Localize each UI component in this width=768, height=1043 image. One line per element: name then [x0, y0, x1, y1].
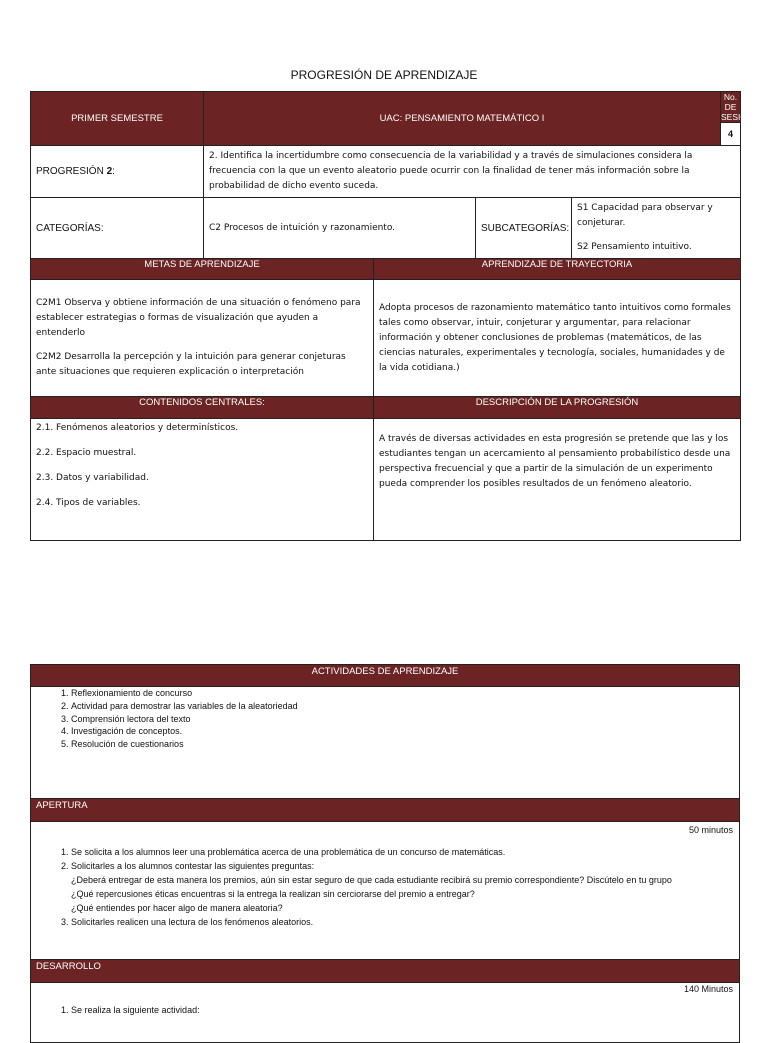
sessions-value-cell	[721, 123, 741, 146]
contenido-item: 2.3. Datos y variabilidad.	[36, 473, 149, 483]
meta-item: C2M1 Observa y obtiene información de una situación o fenómeno para establecer estrategias o formas de visualización que ayuden a entenderlo	[36, 298, 361, 338]
subcategories-label: SUBCATEGORÍAS:	[476, 198, 572, 259]
descripcion-header: DESCRIPCIÓN DE LA PROGRESIÓN	[374, 397, 741, 419]
apertura-item2-text: Solicitarles a los alumnos contestar las siguientes preguntas:	[71, 861, 315, 871]
desarrollo-list	[31, 1004, 739, 1017]
uac-label: UAC: PENSAMIENTO MATEMÁTICO I	[379, 113, 545, 124]
progression-label-cell	[31, 146, 204, 198]
desarrollo-header: DESARROLLO	[31, 960, 740, 983]
desarrollo-duration: 140 Minutos	[683, 984, 733, 994]
metas-header: METAS DE APRENDIZAJE	[31, 259, 374, 280]
list-item: 5. Resolución de cuestionarios	[71, 738, 739, 751]
actividades-cell	[31, 687, 740, 799]
apertura-cell	[31, 822, 740, 960]
list-item: 3. Comprensión lectora del texto	[71, 713, 739, 726]
metas-cell	[31, 280, 374, 397]
categories-label: CATEGORÍAS:	[31, 198, 204, 259]
list-item: 1. Se solicita a los alumnos leer una problemática acerca de una problemática de un concurso de matemáticas.	[71, 845, 739, 859]
sessions-label: No. DE SESIONES:	[721, 92, 767, 122]
list-item	[71, 859, 739, 915]
semester-label: PRIMER SEMESTRE	[71, 113, 163, 124]
actividades-header: ACTIVIDADES DE APRENDIZAJE	[31, 665, 740, 687]
progression-table	[30, 91, 767, 541]
semester-cell	[31, 92, 204, 146]
apertura-duration: 50 minutos	[688, 825, 733, 835]
meta-item: C2M2 Desarrolla la percepción y la intuición para generar conjeturas ante situaciones que requieren explicación o interpretación	[36, 352, 346, 377]
subcategory-item: S2 Pensamiento intuitivo.	[577, 242, 692, 252]
uac-cell	[204, 92, 721, 146]
apertura-list	[31, 845, 739, 929]
progression-number: 2	[106, 166, 113, 177]
page-title: PROGRESIÓN DE APRENDIZAJE	[290, 68, 478, 82]
list-item: 4. Investigación de conceptos.	[71, 725, 739, 738]
contenidos-header: CONTENIDOS CENTRALES:	[31, 397, 374, 419]
subcategories-cell	[572, 198, 741, 259]
sessions-value: 4	[727, 129, 733, 139]
list-item: 3. Solicitarles realicen una lectura de los fenómenos aleatorios.	[71, 915, 739, 929]
list-item: 1. Se realiza la siguiente actividad:	[71, 1004, 739, 1017]
contenidos-cell	[31, 419, 374, 541]
question-item: ¿Deberá entregar de esta manera los premios, aún sin estar seguro de que cada estudiante recibirá su premio correspondiente? Discútelo en tu grupo	[71, 875, 672, 885]
sessions-label-cell	[721, 92, 767, 123]
desarrollo-cell	[31, 983, 740, 1043]
apertura-header: APERTURA	[31, 799, 740, 822]
progression-text: 2. Identifica la incertidumbre como consecuencia de la variabilidad y a través de simulaciones considera la frecuencia con la que un evento aleatorio puede ocurrir con la finalidad de tener más información sobre la probabilidad de dicho evento suceda.	[204, 146, 741, 198]
actividades-list	[31, 687, 739, 751]
question-item: ¿Qué entiendes por hacer algo de manera aleatoria?	[71, 903, 283, 913]
contenido-item: 2.2. Espacio muestral.	[36, 448, 137, 458]
trayectoria-header: APRENDIZAJE DE TRAYECTORIA	[374, 259, 741, 280]
question-item: ¿Qué repercusiones éticas encuentras si la entrega la realizan sin cerciorarse del premio a entregar?	[71, 889, 475, 899]
contenido-item: 2.1. Fenómenos aleatorios y determinísticos.	[36, 423, 239, 433]
list-item: 2. Actividad para demostrar las variables de la aleatoriedad	[71, 700, 739, 713]
activities-table	[30, 664, 740, 1043]
descripcion-text: A través de diversas actividades en esta progresión se pretende que las y los estudiantes tengan un acercamiento al pensamiento probabilístico desde una perspectiva frecuencial y que a partir de la simulación de un experimento pueda comprender los posibles resultados de un fenómeno aleatorio.	[374, 419, 741, 541]
progression-label-suffix: :	[112, 166, 115, 177]
categories-value: C2 Procesos de intuición y razonamiento.	[204, 198, 476, 259]
trayectoria-text: Adopta procesos de razonamiento matemático tanto intuitivos como formales tales como observar, intuir, conjeturar y argumentar, para relacionar información y obtener conclusiones de problemas (matemáticos, de las ciencias naturales, experimentales y tecnología, sociales, humanidades y de la vida cotidiana.)	[374, 280, 741, 397]
subcategory-item: S1 Capacidad para observar y conjeturar.	[577, 203, 713, 228]
progression-label: PROGRESIÓN	[36, 166, 107, 177]
list-item: 1. Reflexionamiento de concurso	[71, 687, 739, 700]
contenido-item: 2.4. Tipos de variables.	[36, 498, 141, 508]
